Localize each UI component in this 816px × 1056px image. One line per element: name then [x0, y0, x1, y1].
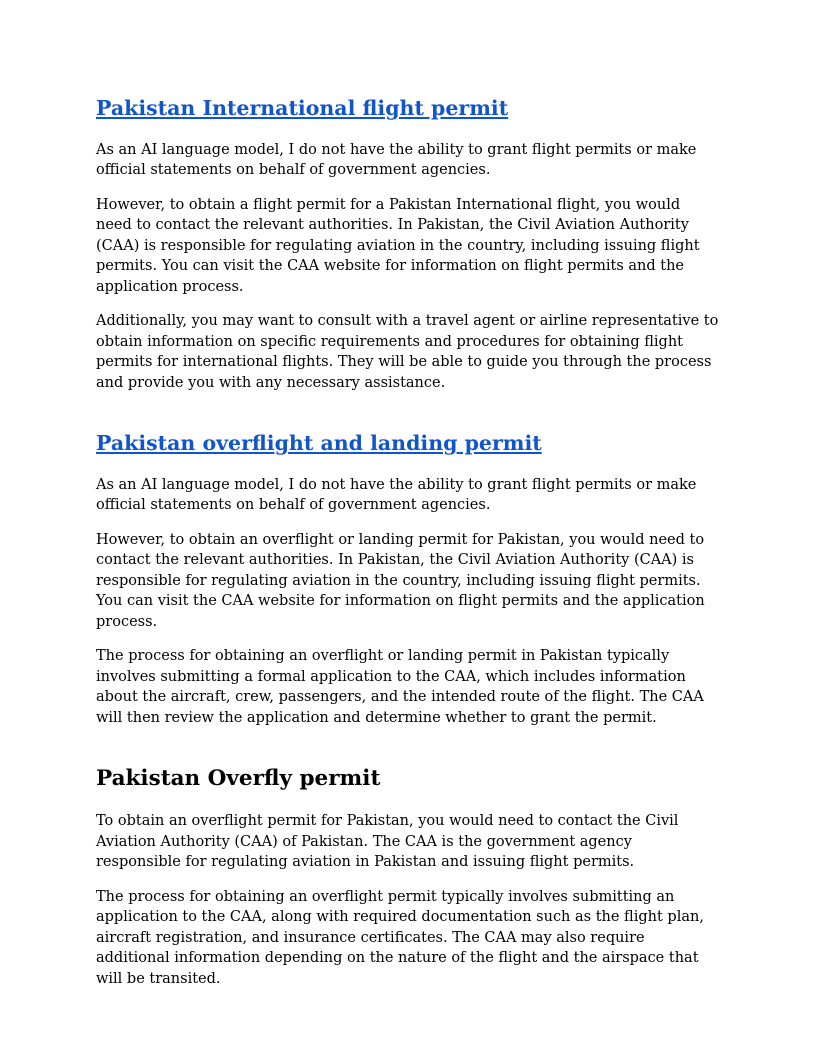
paragraph: To obtain an overflight permit for Pakistan, you would need to contact the Civil Aviation Authority (CAA) of Pakistan. The CAA is the government agency responsible for regulating aviation in Pakistan and issuing flight permits.: [96, 813, 679, 871]
paragraph: The process for obtaining an overflight permit typically involves submitting an application to the CAA, along with required documentation such as the flight plan, aircraft registration, and insurance certificates. The CAA may also require additional information depending on the nature of the flight and the airspace that will be transited.: [96, 888, 704, 987]
paragraph: However, to obtain an overflight or landing permit for Pakistan, you would need to contact the relevant authorities. In Pakistan, the Civil Aviation Authority (CAA) is responsible for regulating aviation in the country, including issuing flight permits. You can visit the CAA website for information on flight permits and the application process.: [96, 531, 705, 630]
section-international-flight-permit: [96, 96, 720, 393]
paragraph: The process for obtaining an overflight or landing permit in Pakistan typically involves submitting a formal application to the CAA, which includes information about the aircraft, crew, passengers, and the intended route of the flight. The CAA will then review the application and determine whether to grant the permit.: [96, 648, 704, 726]
section-overflight-landing-permit: [96, 431, 720, 728]
paragraph: As an AI language model, I do not have the ability to grant flight permits or make official statements on behalf of government agencies.: [96, 141, 697, 179]
paragraph: Additionally, you may want to consult with a travel agent or airline representative to obtain information on specific requirements and procedures for obtaining flight permits for international flights. They will be able to guide you through the process and provide you with any necessary assistance.: [96, 313, 719, 391]
document-content: [96, 96, 720, 989]
paragraph: However, to obtain a flight permit for a Pakistan International flight, you would need to contact the relevant authorities. In Pakistan, the Civil Aviation Authority (CAA) is responsible for regulating aviation in the country, including issuing flight permits. You can visit the CAA website for information on flight permits and the application process.: [96, 196, 700, 295]
paragraph: As an AI language model, I do not have the ability to grant flight permits or make official statements on behalf of government agencies.: [96, 476, 697, 514]
section-overfly-permit: [96, 766, 720, 989]
heading-link-overflight-landing-permit[interactable]: Pakistan overflight and landing permit: [96, 431, 542, 456]
heading-overfly-permit: Pakistan Overfly permit: [96, 766, 381, 792]
heading-link-international-flight-permit[interactable]: Pakistan International flight permit: [96, 96, 509, 120]
